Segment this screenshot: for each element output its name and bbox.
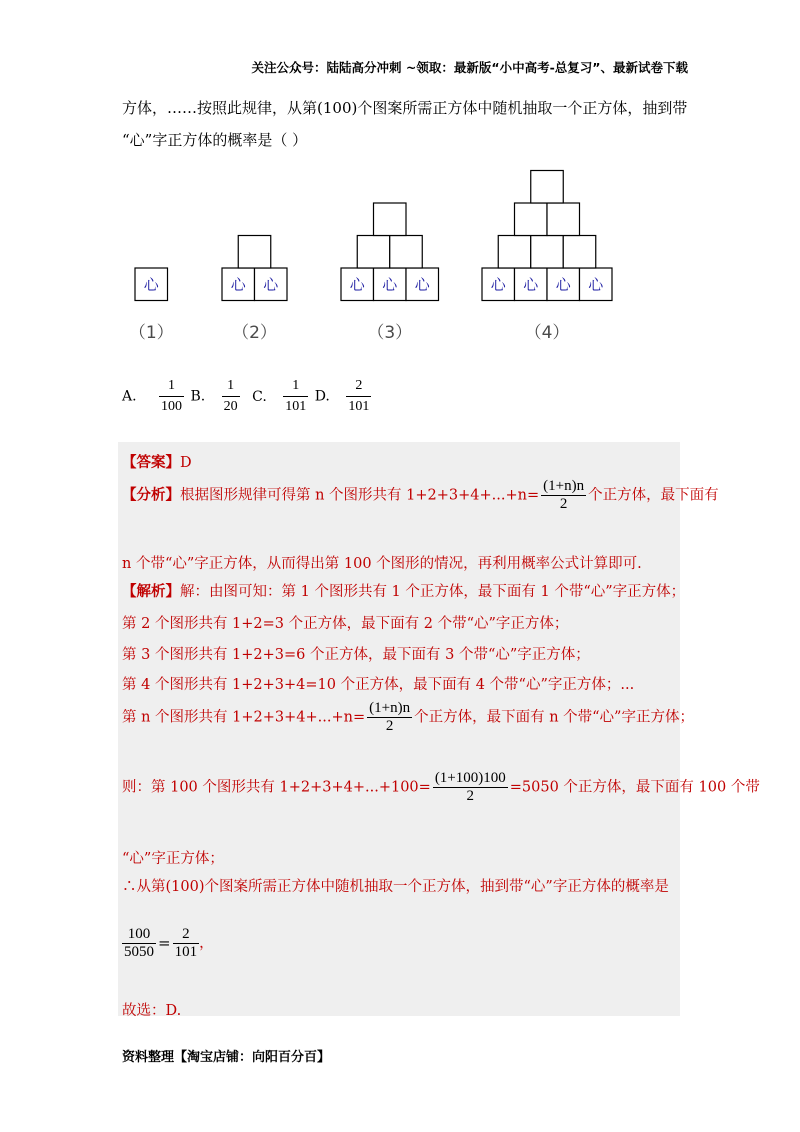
xin-character: 心 bbox=[588, 275, 604, 294]
cube-plain bbox=[547, 203, 580, 236]
answer-options bbox=[122, 376, 373, 417]
solution-line-8: ∴从第(100)个图案所需正方体中随机抽取一个正方体，抽到带“心”字正方体的概率是 bbox=[122, 879, 669, 895]
cube-plain bbox=[563, 236, 596, 269]
xin-character: 心 bbox=[555, 275, 571, 294]
option-b-letter: B. bbox=[190, 388, 206, 405]
cube-plain bbox=[390, 236, 423, 269]
option-d-fraction: $\frac{2}{101}$ bbox=[346, 376, 371, 417]
solution-line-1: 【解析】解：由图可知：第 1 个图形共有 1 个正方体，最下面有 1 个带“心”字正方体； bbox=[122, 583, 686, 600]
xin-character: 心 bbox=[263, 275, 279, 294]
figure-label-4: （4） bbox=[524, 323, 570, 343]
cube-pattern-figure bbox=[0, 160, 800, 360]
fraction-n: $\frac{(1+n)n}{2}$ bbox=[543, 478, 585, 512]
xin-character: 心 bbox=[414, 275, 430, 294]
fraction-n-2: $\frac{(1+n)n}{2}$ bbox=[369, 700, 411, 734]
solution-line-5: 第 n 个图形共有 1+2+3+4+...+n= $\frac{(1+n)n}{2}$ 个正方体，最下面有 n 个带“心”字正方体； bbox=[122, 700, 694, 734]
analysis-line-2: n 个带“心”字正方体，从而得出第 100 个图形的情况，再利用概率公式计算即可. bbox=[122, 556, 642, 572]
answer-line: 【答案】D bbox=[122, 454, 192, 471]
fraction-2-101: $\frac{2}{101}$ bbox=[174, 926, 198, 960]
page-header: 关注公众号：陆陆高分冲刺 ~领取：最新版“小中高考-总复习”、最新试卷下载 bbox=[251, 60, 688, 75]
question-line-2: “心”字正方体的概率是（ ） bbox=[122, 131, 308, 149]
cube-plain bbox=[238, 236, 271, 269]
fraction-100-5050: $\frac{100}{5050}$ bbox=[124, 926, 154, 960]
cube-plain bbox=[531, 236, 564, 269]
question-line-1: 方体，……按照此规律，从第(100)个图案所需正方体中随机抽取一个正方体，抽到带 bbox=[122, 99, 688, 117]
option-b-fraction: $\frac{1}{20}$ bbox=[222, 376, 240, 417]
xin-character: 心 bbox=[143, 275, 159, 294]
option-d-letter: D. bbox=[314, 388, 330, 405]
option-a-fraction: $\frac{1}{100}$ bbox=[159, 376, 184, 417]
solution-line-2: 第 2 个图形共有 1+2=3 个正方体，最下面有 2 个带“心”字正方体； bbox=[122, 616, 569, 632]
figure-label-1: （1） bbox=[128, 323, 174, 343]
analysis-line-1: 【分析】根据图形规律可得第 n 个图形共有 1+2+3+4+...+n= $\frac{(1+n)n}{2}$ 个正方体，最下面有 bbox=[122, 478, 719, 512]
figure-label-3: （3） bbox=[367, 323, 413, 343]
cube-plain bbox=[515, 203, 548, 236]
option-a-letter: A. bbox=[122, 388, 137, 405]
solution-line-4: 第 4 个图形共有 1+2+3+4=10 个正方体，最下面有 4 个带“心”字正方体；... bbox=[122, 677, 635, 693]
xin-character: 心 bbox=[382, 275, 398, 294]
figure-label-2: （2） bbox=[232, 323, 277, 343]
solution-line-7: “心”字正方体； bbox=[122, 851, 224, 867]
page-footer: 资料整理【淘宝店铺：向阳百分百】 bbox=[122, 1050, 331, 1065]
fraction-100: $\frac{(1+100)100}{2}$ bbox=[434, 770, 506, 804]
solution-line-6: 则：第 100 个图形共有 1+2+3+4+...+100= $\frac{(1+100)100}{2}$ =5050 个正方体，最下面有 100 个带 bbox=[122, 770, 760, 804]
xin-character: 心 bbox=[349, 275, 365, 294]
xin-character: 心 bbox=[230, 275, 246, 294]
option-c-fraction: $\frac{1}{101}$ bbox=[283, 376, 308, 417]
cube-plain bbox=[498, 236, 531, 269]
choose-answer: 故选：D. bbox=[122, 1003, 182, 1019]
cube-plain bbox=[374, 203, 407, 236]
final-probability: $\frac{100}{5050}$ = $\frac{2}{101}$ ， bbox=[124, 926, 214, 960]
cube-plain bbox=[531, 171, 564, 204]
option-c-letter: C. bbox=[252, 388, 267, 405]
xin-character: 心 bbox=[523, 275, 539, 294]
cube-plain bbox=[357, 236, 390, 269]
xin-character: 心 bbox=[490, 275, 506, 294]
solution-line-3: 第 3 个图形共有 1+2+3=6 个正方体，最下面有 3 个带“心”字正方体； bbox=[122, 647, 590, 663]
